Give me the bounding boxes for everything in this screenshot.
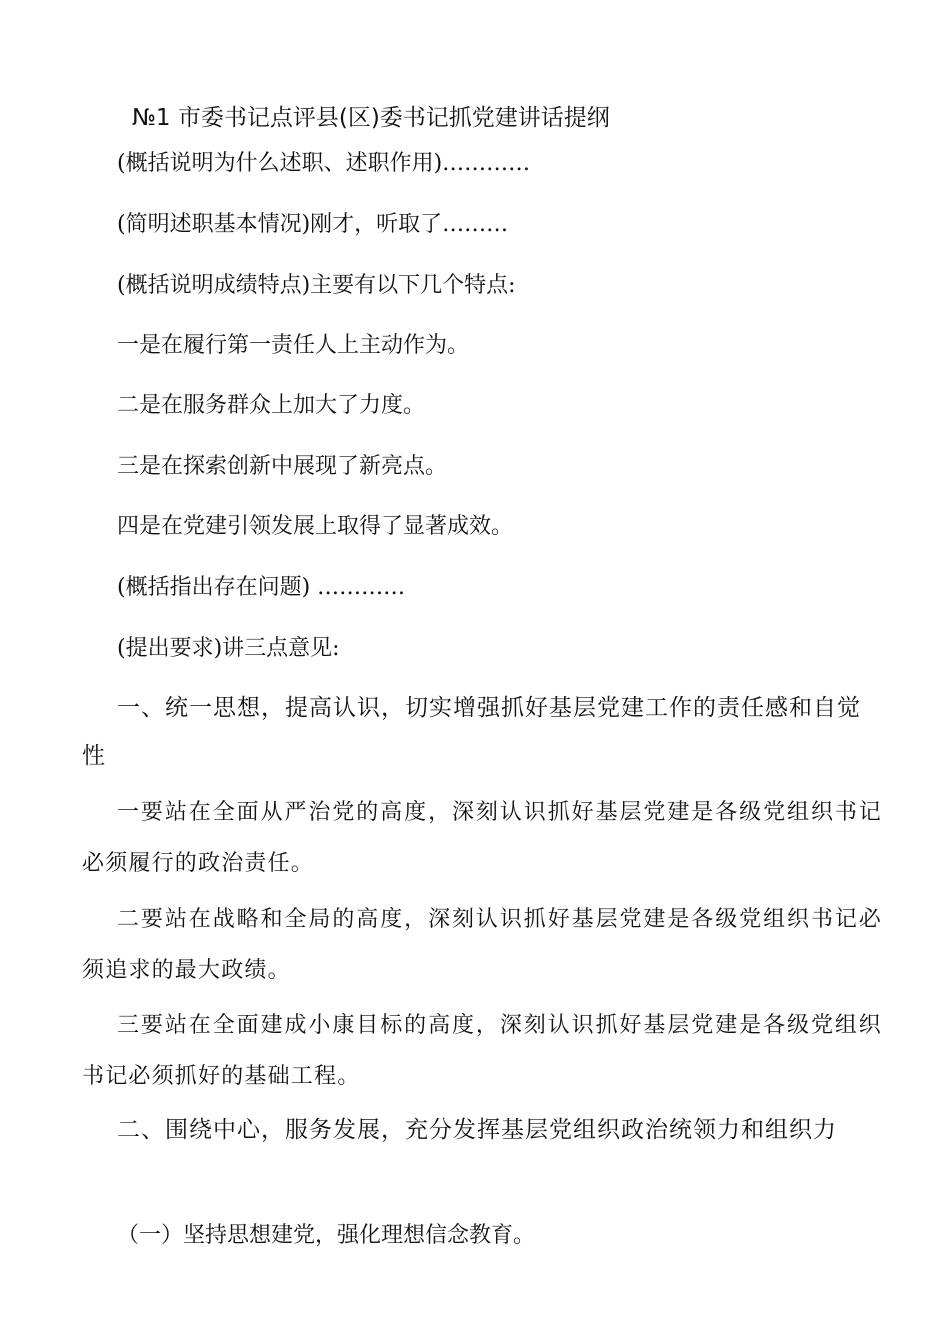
intro-line-problems: (概括指出存在问题) ………… <box>117 575 406 600</box>
feature-item-3: 三是在探索创新中展现了新亮点。 <box>117 454 448 479</box>
section-heading-2: 二、围绕中心，服务发展，充分发挥基层党组织政治统领力和组织力 <box>117 1117 837 1143</box>
section-1-point-2: 二要站在战略和全局的高度，深刻认识抓好基层党建是各级党组织书记必须追求的最大政绩。 <box>82 907 882 983</box>
section-heading-1: 一、统一思想，提高认识，切实增强抓好基层党建工作的责任感和自觉性 <box>82 695 861 769</box>
section-2-subitem-1: （一）坚持思想建党，强化理想信念教育。 <box>117 1223 536 1248</box>
section-1-point-3: 三要站在全面建成小康目标的高度，深刻认识抓好基层党建是各级党组织书记必须抓好的基础工程。 <box>82 1013 882 1089</box>
section-1-point-1: 一要站在全面从严治党的高度，深刻认识抓好基层党建是各级党组织书记必须履行的政治责任。 <box>82 800 882 876</box>
feature-item-2: 二是在服务群众上加大了力度。 <box>117 393 426 418</box>
intro-line-requirements: (提出要求)讲三点意见: <box>117 636 340 661</box>
intro-line-achievement-features: (概括说明成绩特点)主要有以下几个特点: <box>117 273 516 298</box>
document-title: №1 市委书记点评县(区)委书记抓党建讲话提纲 <box>132 105 610 131</box>
feature-item-1: 一是在履行第一责任人上主动作为。 <box>117 333 470 358</box>
intro-line-basic-situation: (简明述职基本情况)刚才，听取了……… <box>117 212 509 237</box>
intro-line-why-report: (概括说明为什么述职、述职作用)………… <box>117 151 531 176</box>
feature-item-4: 四是在党建引领发展上取得了显著成效。 <box>117 514 514 539</box>
